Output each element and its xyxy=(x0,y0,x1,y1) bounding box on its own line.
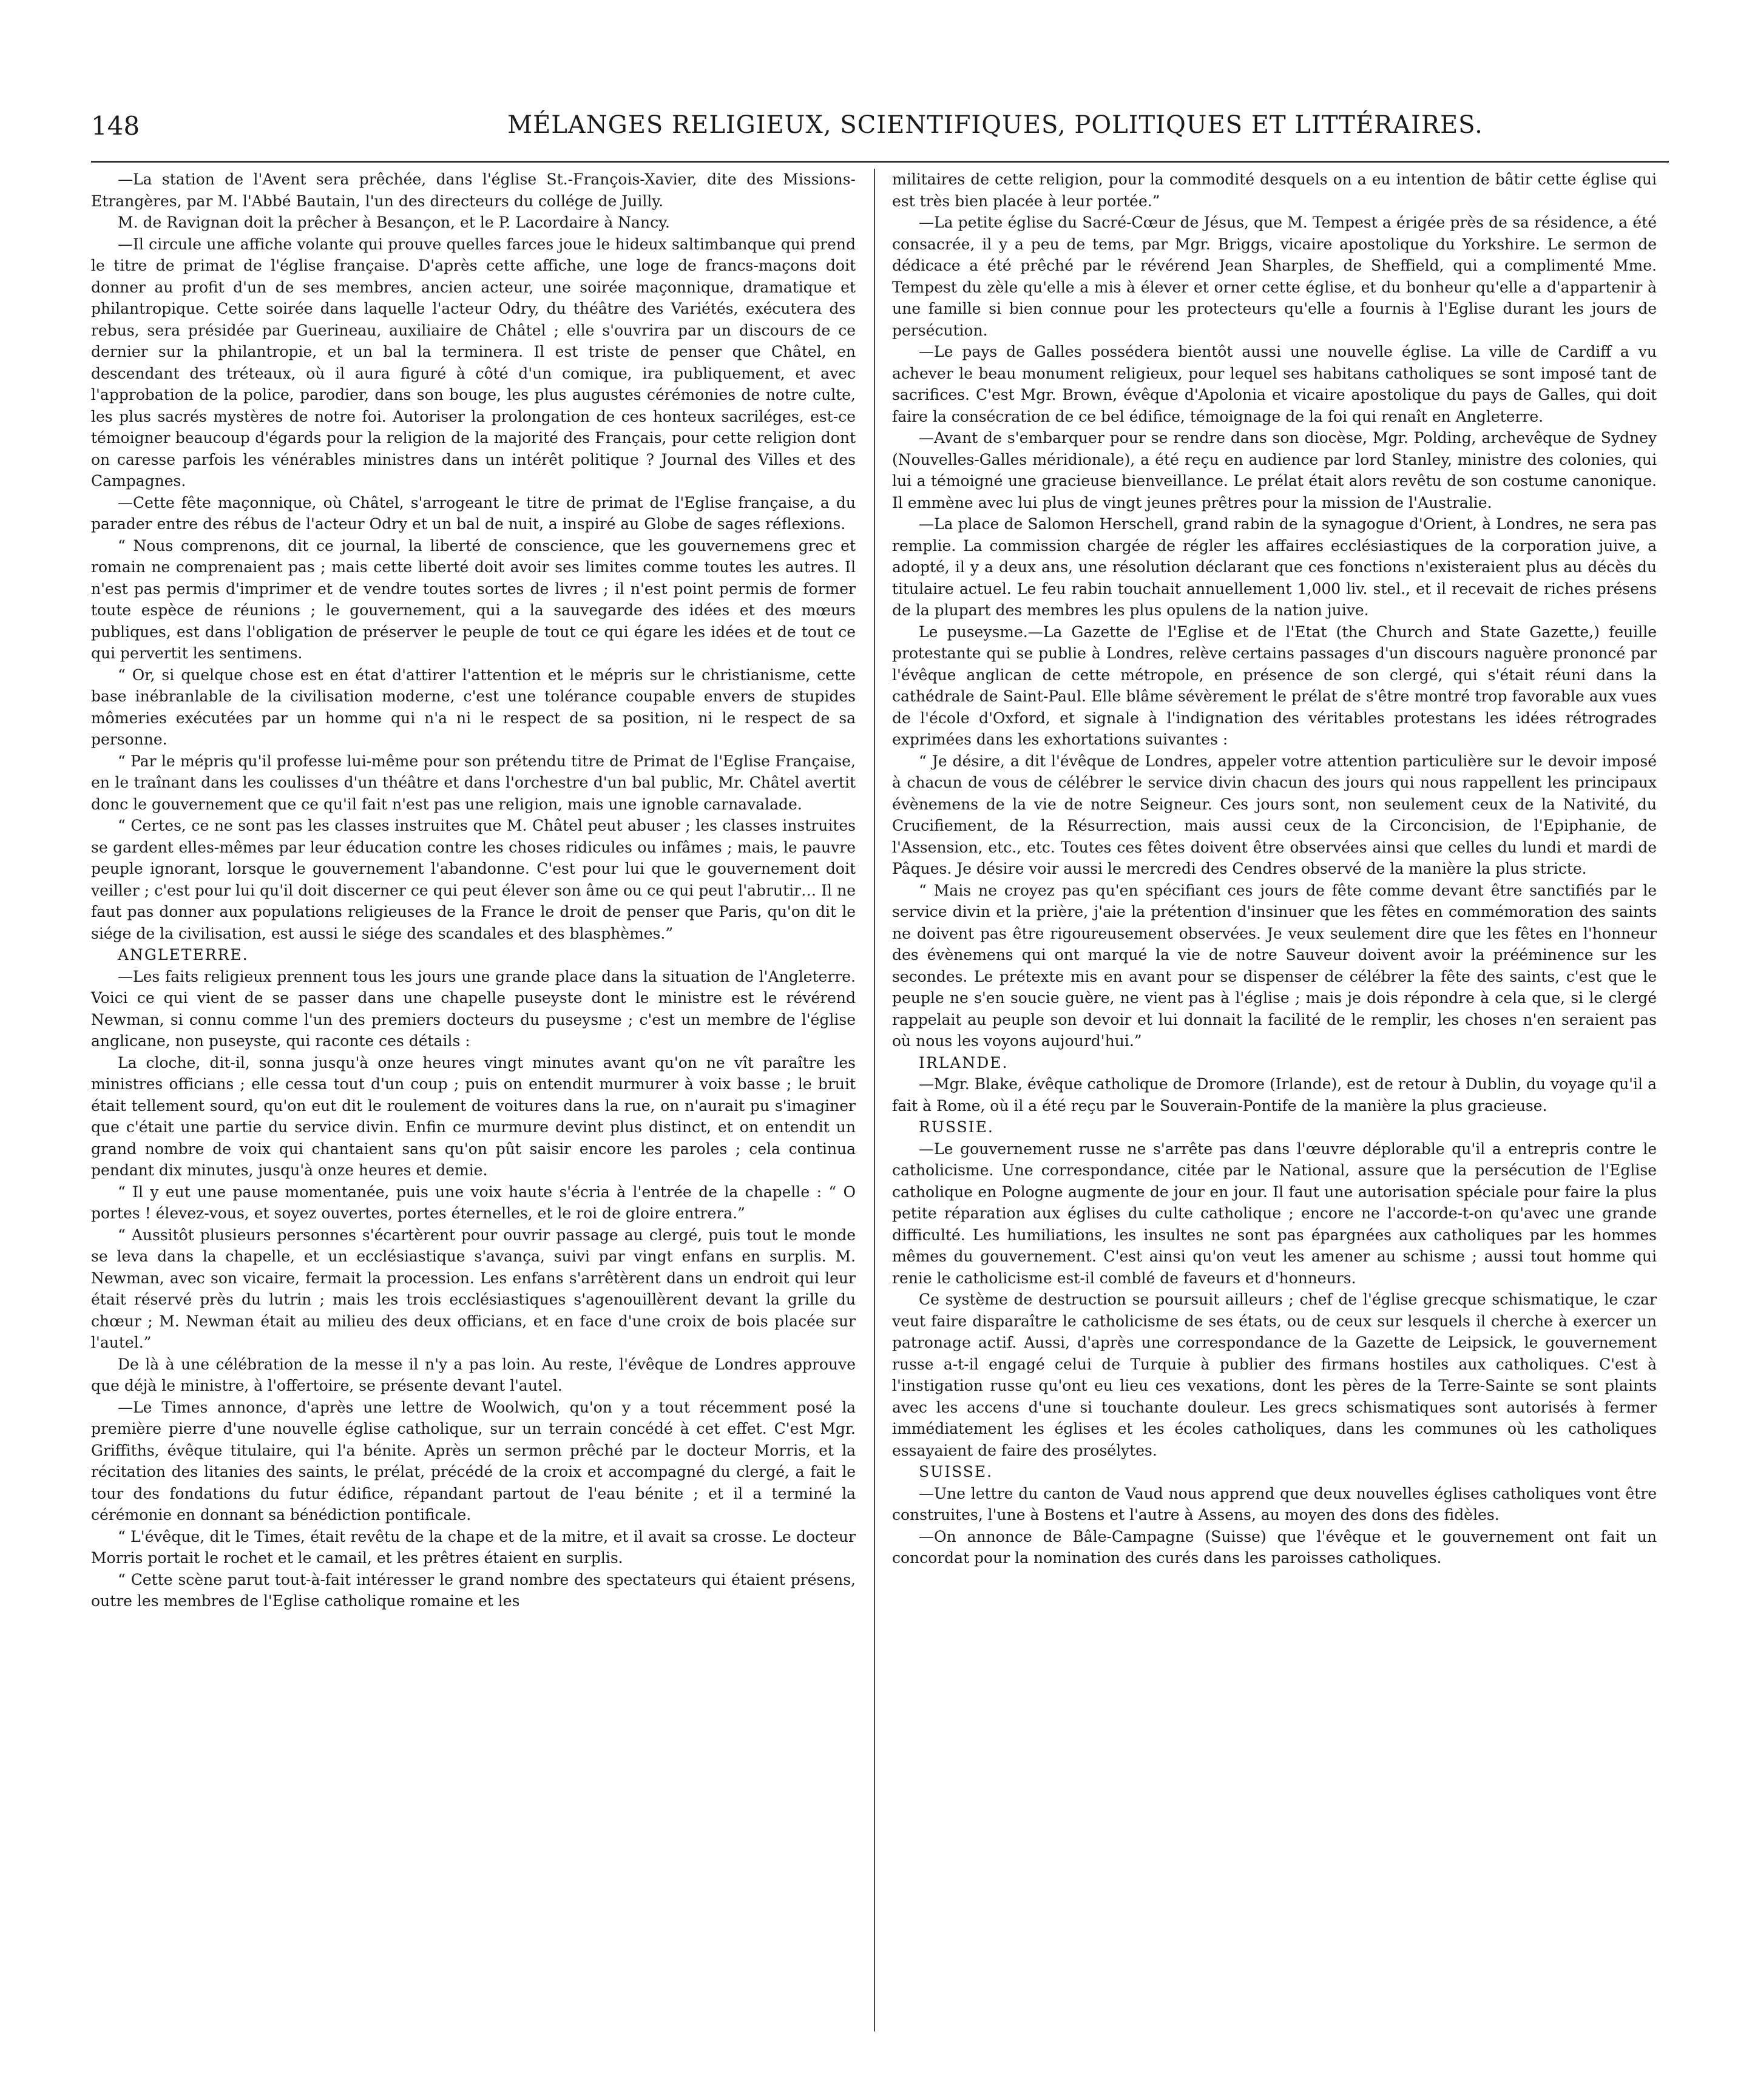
right-column xyxy=(892,169,1657,2031)
paragraph: La cloche, dit-il, sonna jusqu'à onze heures vingt minutes avant qu'on ne vît paraître les ministres officians ; elle cessa tout d'un coup ; puis on entendit murmurer à voix basse ; le bruit était tellement sourd, qu'on eut dit le roulement de voitures dans la rue, on n'aurait pu s'imaginer que c'était une partie du service divin. Enfin ce murmure devint plus distinct, et on entendit un grand nombre de voix qui chantaient sans qu'on pût saisir encore les paroles ; cela continua pendant dix minutes, jusqu'à onze heures et demie. xyxy=(91,1053,856,1179)
newspaper-page xyxy=(91,106,1669,2036)
paragraph: —Cette fête maçonnique, où Châtel, s'arrogeant le titre de primat de l'Eglise française, a du parader entre des rébus de l'acteur Odry et un bal de nuit, a inspiré au Globe de sages réflexions. xyxy=(91,493,856,533)
paragraph: “ Nous comprenons, dit ce journal, la liberté de conscience, que les gouvernemens grec et romain ne comprenaient pas ; mais cette liberté doit avoir ses limites comme toutes les autres. Il n'est pas permis d'imprimer et de vendre toutes sortes de livres ; il n'est point permis de former toute espèce de réunions ; le gouvernement, qui a la sauvegarde des idées et des mœurs publiques, est dans l'obligation de préserver le peuple de tout ce qui égare les idées et de tout ce qui pervertit les sentimens. xyxy=(91,536,856,662)
paragraph: Le puseysme.—La Gazette de l'Eglise et de l'Etat (the Church and State Gazette,) feuille protestante qui se publie à Londres, relève certains passages d'un discours naguère prononcé par l'évêque anglican de cette métropole, en présence de son clergé, qui s'était réuni dans la cathédrale de Saint-Paul. Elle blâme sévèrement le prélat de s'être montré trop favorable aux vues de l'école d'Oxford, et signale à l'indignation des véritables protestans les idées rétrogrades exprimées dans les exhortations suivantes : xyxy=(892,623,1657,748)
paragraph: “ Or, si quelque chose est en état d'attirer l'attention et le mépris sur le christianisme, cette base inébranlable de la civilisation moderne, c'est une tolérance coupable envers de stupides mômeries exécutées par un homme qui n'a ni le respect de sa position, ni le respect de sa personne. xyxy=(91,666,856,748)
text-columns xyxy=(91,169,1669,2031)
section-heading-russie: RUSSIE. xyxy=(919,1118,994,1136)
paragraph: “ L'évêque, dit le Times, était revêtu de la chape et de la mitre, et il avait sa crosse. Le docteur Morris portait le rochet et le camail, et les prêtres étaient en surplis. xyxy=(91,1527,856,1567)
paragraph: —Le pays de Galles possédera bientôt aussi une nouvelle église. La ville de Cardiff a vu achever le beau monument religieux, pour lequel ses habitans catholiques se sont imposé tant de sacrifices. C'est Mgr. Brown, évêque d'Apolonia et vicaire apostolique du pays de Galles, qui doit faire la consécration de ce bel édifice, témoignage de la foi qui renaît en Angleterre. xyxy=(892,343,1657,425)
section-heading-angleterre: ANGLETERRE. xyxy=(118,946,249,964)
paragraph: “ Certes, ce ne sont pas les classes instruites que M. Châtel peut abuser ; les classes instruites se gardent elles-mêmes par leur éducation contre les choses ridicules ou infâmes ; mais, le pauvre peuple ignorant, lorsque le gouvernement l'abandonne. C'est pour lui que le gouvernement doit veiller ; c'est pour lui qu'il doit discerner ce qui peut élever son âme ou ce qui peut l'abrutir… Il ne faut pas donner aux populations religieuses de la France le droit de penser que Paris, qu'on dit le siége de la civilisation, est aussi le siége des scandales et des blasphèmes.” xyxy=(91,817,856,942)
page-number: 148 xyxy=(91,111,140,141)
left-column xyxy=(91,169,856,2031)
paragraph: —La petite église du Sacré-Cœur de Jésus, que M. Tempest a érigée près de sa résidence, a été consacrée, il y a peu de tems, par Mgr. Briggs, vicaire apostolique du Yorkshire. Le sermon de dédicace a été prêché par le révérend Jean Sharples, de Sheffield, qui a complimenté Mme. Tempest du zèle qu'elle a mis à élever et orner cette église, et du bonheur qu'elle a d'appartenir à une famille si bien connue pour les protecteurs qu'elle a fournis à l'Eglise durant les jours de persécution. xyxy=(892,214,1657,339)
paragraph: —La place de Salomon Herschell, grand rabin de la synagogue d'Orient, à Londres, ne sera pas remplie. La commission chargée de régler les affaires ecclésiastiques de la corporation juive, a adopté, il y a deux ans, une résolution déclarant que ces fonctions n'existeraient plus au décès du titulaire actuel. Le feu rabin touchait annuellement 1,000 liv. stel., et il recevait de riches présens de la plupart des membres les plus opulens de la nation juive. xyxy=(892,515,1657,619)
running-title: MÉLANGES RELIGIEUX, SCIENTIFIQUES, POLITIQUES ET LITTÉRAIRES. xyxy=(507,111,1483,139)
paragraph: De là à une célébration de la messe il n'y a pas loin. Au reste, l'évêque de Londres approuve que déjà le ministre, à l'offertoire, se présente devant l'autel. xyxy=(91,1355,856,1394)
paragraph: —Le Times annonce, d'après une lettre de Woolwich, qu'on y a tout récemment posé la première pierre d'une nouvelle église catholique, sur un terrain concédé à cet effet. C'est Mgr. Griffiths, évêque titulaire, qui l'a bénite. Après un sermon prêché par le docteur Morris, et la récitation des litanies des saints, le prélat, précédé de la croix et accompagné du clergé, a fait le tour des fondations du futur édifice, répandant partout de l'eau bénite ; et il a terminé la cérémonie en donnant sa bénédiction pontificale. xyxy=(91,1398,856,1524)
paragraph: —Il circule une affiche volante qui prouve quelles farces joue le hideux saltimbanque qui prend le titre de primat de l'église française. D'après cette affiche, une loge de francs-maçons doit donner au profit d'un de ses membres, ancien acteur, une soirée maçonnique, dramatique et philantropique. Cette soirée dans laquelle l'acteur Odry, du théâtre des Variétés, exécutera des rebus, sera présidée par Guerineau, auxiliaire de Châtel ; elle s'ouvrira par un discours de ce dernier sur la philantropie, et un bal la terminera. Il est triste de penser que Châtel, en descendant des tréteaux, où il aura figuré à côté d'un comique, ira publiquement, et avec l'approbation de la police, parodier, dans son bouge, les plus augustes cérémonies de notre culte, les plus sacrés mystères de notre foi. Autoriser la prolongation de ces honteux sacriléges, est-ce témoigner beaucoup d'égards pour la religion de la majorité des Français, pour cette religion dont on caresse parfois les vénérables ministres dans un intérêt politique ? Journal des Villes et des Campagnes. xyxy=(91,235,856,490)
paragraph: M. de Ravignan doit la prêcher à Besançon, et le P. Lacordaire à Nancy. xyxy=(118,214,670,231)
page-header xyxy=(91,106,1669,163)
paragraph: —Mgr. Blake, évêque catholique de Dromore (Irlande), est de retour à Dublin, du voyage qu'il a fait à Rome, où il a été reçu par le Souverain-Pontife de la manière la plus gracieuse. xyxy=(892,1075,1657,1115)
paragraph: —On annonce de Bâle-Campagne (Suisse) que l'évêque et le gouvernement ont fait un concordat pour la nomination des curés dans les paroisses catholiques. xyxy=(892,1527,1657,1567)
section-heading-irlande: IRLANDE. xyxy=(919,1053,1009,1072)
column-divider xyxy=(874,169,875,2031)
paragraph: “ Mais ne croyez pas qu'en spécifiant ces jours de fête comme devant être sanctifiés par le service divin et la prière, j'aie la prétention d'insinuer que les fêtes en commémoration des saints ne doivent pas être rigoureusement observées. Je veux seulement dire que les fêtes en l'honneur des évènemens qui ont marqué la vie de notre Sauveur doivent avoir la prééminence sur les secondes. Le prétexte mis en avant pour se dispenser de célébrer la fête des saints, c'est que le peuple ne s'en soucie guère, ne vient pas à l'église ; mais je dois répondre à cela que, si le clergé rappelait au peuple son devoir et lui donnait la facilité de le remplir, les choses n'en seraient pas où nous les voyons aujourd'hui.” xyxy=(892,881,1657,1050)
paragraph: “ Par le mépris qu'il professe lui-même pour son prétendu titre de Primat de l'Eglise Française, en le traînant dans les coulisses d'un théâtre et dans l'orchestre d'un bal public, Mr. Châtel avertit donc le gouvernement que ce qu'il fait n'est pas une religion, mais une ignoble carnavalade. xyxy=(91,752,856,813)
paragraph: Ce système de destruction se poursuit ailleurs ; chef de l'église grecque schismatique, le czar veut faire disparaître le catholicisme de ses états, ou de ceux sur lesquels il cherche à exercer un patronage actif. Aussi, d'après une correspondance de la Gazette de Leipsick, le gouvernement russe a-t-il engagé celui de Turquie à publier des firmans hostiles aux catholiques. C'est à l'instigation russe qu'ont eu lieu ces vexations, dont les pères de la Terre-Sainte se sont plaints avec les accens d'une si touchante douleur. Les grecs schismatiques sont autorisés à fermer immédiatement les églises et les écoles catholiques, dans les communes où les catholiques essayaient de faire des prosélytes. xyxy=(892,1291,1657,1459)
paragraph: —Une lettre du canton de Vaud nous apprend que deux nouvelles églises catholiques vont être construites, l'une à Bostens et l'autre à Assens, au moyen des dons des fidèles. xyxy=(892,1484,1657,1524)
section-heading-suisse: SUISSE. xyxy=(919,1463,993,1480)
paragraph: —Les faits religieux prennent tous les jours une grande place dans la situation de l'Angleterre. Voici ce qui vient de se passer dans une chapelle puseyste dont le ministre est le révérend Newman, si connu comme l'un des premiers docteurs du puseysme ; c'est un membre de l'église anglicane, non puseyste, qui raconte ces détails : xyxy=(91,967,856,1050)
paragraph: militaires de cette religion, pour la commodité desquels on a eu intention de bâtir cette église qui est très bien placée à leur portée.” xyxy=(892,170,1657,210)
paragraph: “ Je désire, a dit l'évêque de Londres, appeler votre attention particulière sur le devoir imposé à chacun de vous de célébrer le service divin chacun des jours qui nous rappellent les principaux évènemens de la vie de notre Seigneur. Ces jours sont, non seulement ceux de la Nativité, du Crucifiement, de la Résurrection, mais aussi ceux de la Circoncision, de l'Epiphanie, de l'Assension, etc., etc. Toutes ces fêtes doivent être observées ainsi que celles du lundi et mardi de Pâques. Je désire voir aussi le mercredi des Cendres observé de la manière la plus stricte. xyxy=(892,752,1657,877)
paragraph: —La station de l'Avent sera prêchée, dans l'église St.-François-Xavier, dite des Missions-Etrangères, par M. l'Abbé Bautain, l'un des directeurs du collége de Juilly. xyxy=(91,170,856,210)
paragraph: “ Il y eut une pause momentanée, puis une voix haute s'écria à l'entrée de la chapelle : “ O portes ! élevez-vous, et soyez ouvertes, portes éternelles, et le roi de gloire entrera.” xyxy=(91,1183,856,1222)
paragraph: “ Aussitôt plusieurs personnes s'écartèrent pour ouvrir passage au clergé, puis tout le monde se leva dans la chapelle, et un ecclésiastique s'avança, suivi par vingt enfans en surplis. M. Newman, avec son vicaire, fermait la procession. Les enfans s'arrêtèrent dans un endroit qui leur était réservé près du lutrin ; mais les trois ecclésiastiques s'agenouillèrent devant la grille du chœur ; M. Newman était au milieu des deux officians, et en face d'une croix de bois placée sur l'autel.” xyxy=(91,1226,856,1351)
paragraph: —Avant de s'embarquer pour se rendre dans son diocèse, Mgr. Polding, archevêque de Sydney (Nouvelles-Galles méridionale), a été reçu en audience par lord Stanley, ministre des colonies, qui lui a témoigné une gracieuse bienveillance. Le prélat était alors revêtu de son costume canonique. Il emmène avec lui plus de vingt jeunes prêtres pour la mission de l'Australie. xyxy=(892,429,1657,511)
paragraph: “ Cette scène parut tout-à-fait intéresser le grand nombre des spectateurs qui étaient présens, outre les membres de l'Eglise catholique romaine et les xyxy=(91,1570,856,1610)
paragraph: —Le gouvernement russe ne s'arrête pas dans l'œuvre déplorable qu'il a entrepris contre le catholicisme. Une correspondance, citée par le National, assure que la persécution de l'Eglise catholique en Pologne augmente de jour en jour. Il faut une autorisation spéciale pour faire la plus petite réparation aux églises du culte catholique ; encore ne l'accorde-t-on qu'avec une grande difficulté. Les humiliations, les insultes ne sont pas épargnées aux catholiques par les hommes mêmes du gouvernement. C'est ainsi qu'on veut les amener au schisme ; aussi tout homme qui renie le catholicisme est-il comblé de faveurs et d'honneurs. xyxy=(892,1139,1657,1287)
